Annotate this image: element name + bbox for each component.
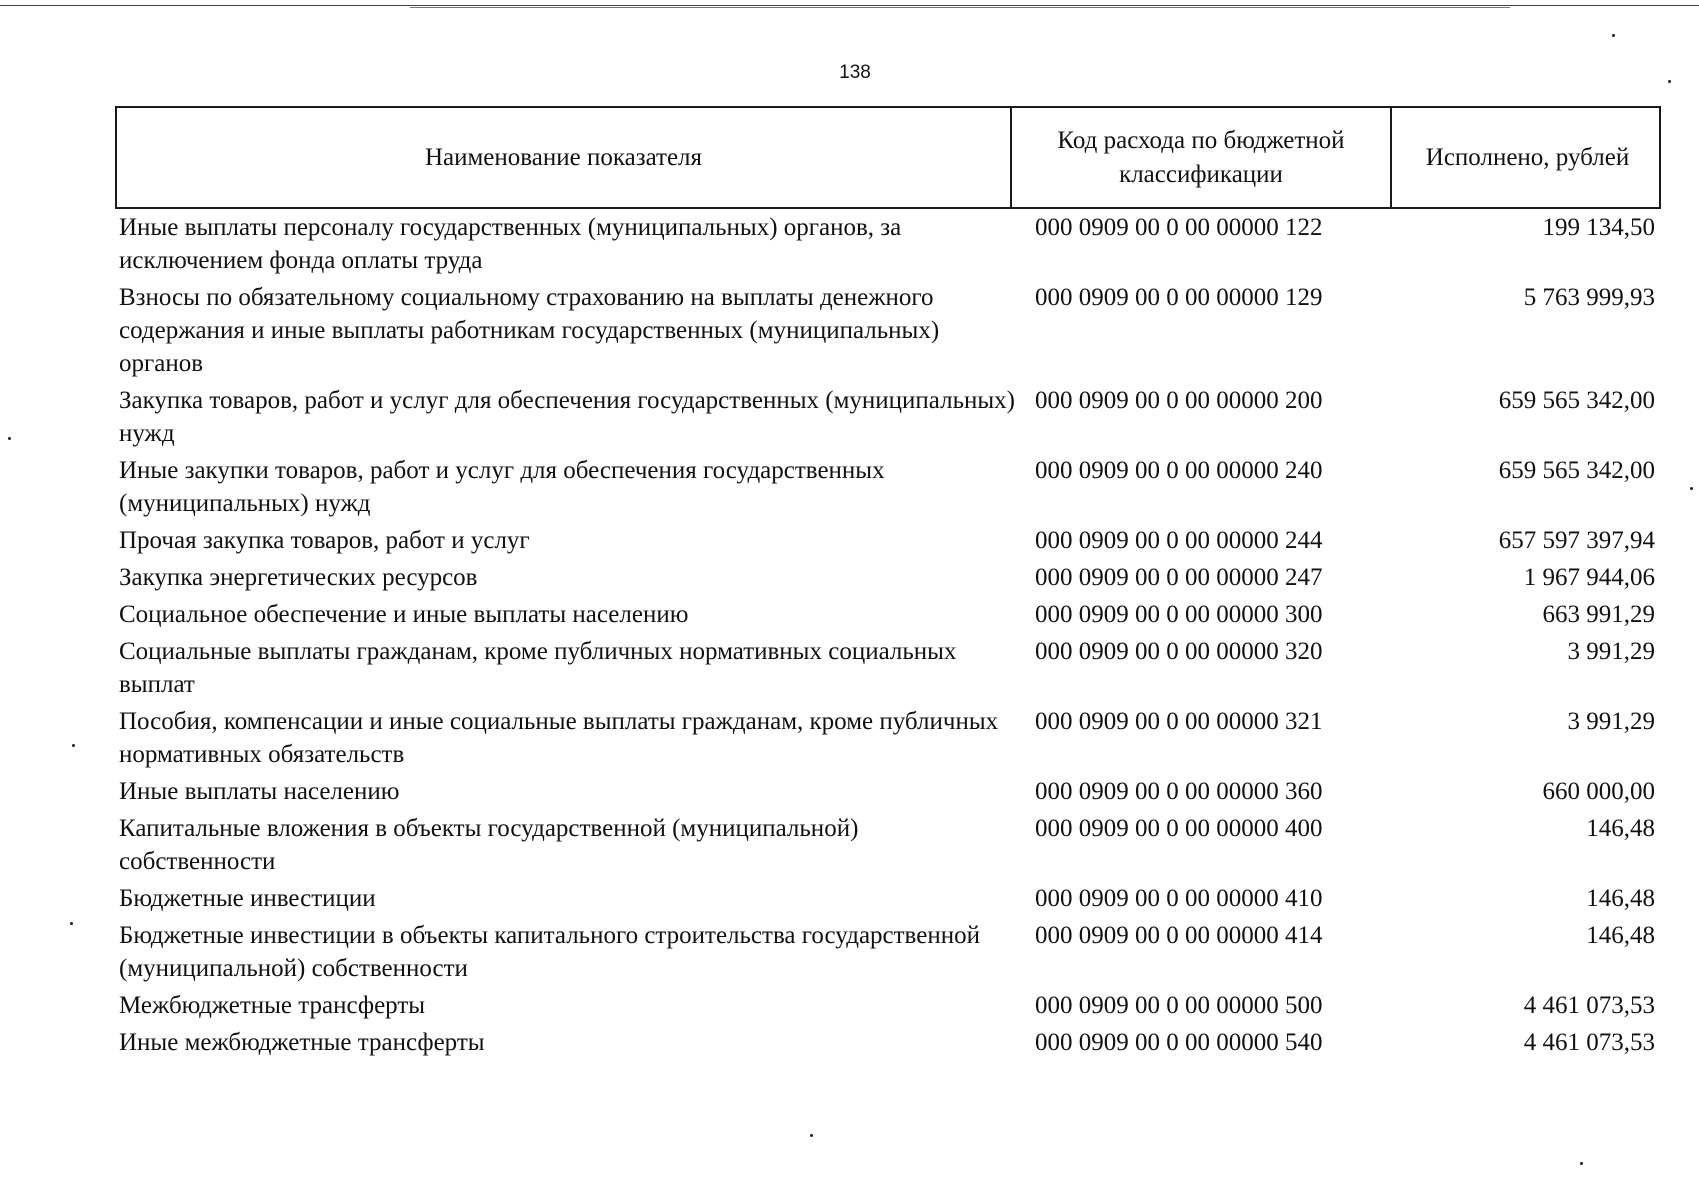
row-code: 000 0909 00 0 00 00000 320	[1035, 638, 1323, 665]
row-amount: 146,48	[1586, 885, 1655, 912]
row-amount: 5 763 999,93	[1523, 284, 1655, 311]
table-row	[115, 989, 1661, 1022]
row-code: 000 0909 00 0 00 00000 321	[1035, 708, 1323, 735]
row-amount: 3 991,29	[1567, 708, 1655, 735]
row-code: 000 0909 00 0 00 00000 300	[1035, 601, 1323, 628]
table-row	[115, 1026, 1661, 1059]
scan-speck	[1580, 1162, 1583, 1165]
row-amount: 663 991,29	[1542, 601, 1655, 628]
row-amount: 659 565 342,00	[1498, 387, 1655, 414]
row-amount: 4 461 073,53	[1523, 992, 1655, 1019]
table-header	[115, 106, 1661, 209]
row-name: Прочая закупка товаров, работ и услуг	[119, 527, 530, 554]
table-row	[115, 775, 1661, 808]
scan-speck	[72, 744, 75, 747]
header-amount: Исполнено, рублей	[1390, 108, 1663, 207]
table-body	[115, 211, 1661, 1063]
scan-speck	[1668, 80, 1671, 83]
scan-top-border	[0, 5, 1699, 6]
row-name: Закупка энергетических ресурсов	[119, 564, 478, 591]
row-code: 000 0909 00 0 00 00000 414	[1035, 922, 1323, 949]
row-code: 000 0909 00 0 00 00000 122	[1035, 214, 1323, 241]
row-code: 000 0909 00 0 00 00000 129	[1035, 284, 1323, 311]
row-amount: 199 134,50	[1542, 214, 1655, 241]
row-amount: 146,48	[1586, 922, 1655, 949]
table-row	[115, 882, 1661, 915]
row-name: Межбюджетные трансферты	[119, 992, 426, 1019]
row-code: 000 0909 00 0 00 00000 400	[1035, 815, 1323, 842]
row-code: 000 0909 00 0 00 00000 247	[1035, 564, 1323, 591]
table-row	[115, 384, 1661, 450]
row-amount: 4 461 073,53	[1523, 1029, 1655, 1056]
row-name: Иные выплаты персоналу государственных (муниципальных) органов, за исключением фонда оплаты труда	[119, 214, 902, 274]
table-row	[115, 561, 1661, 594]
table-row	[115, 812, 1661, 878]
scan-speck	[1690, 487, 1693, 490]
row-code: 000 0909 00 0 00 00000 500	[1035, 992, 1323, 1019]
row-code: 000 0909 00 0 00 00000 240	[1035, 457, 1323, 484]
table-row	[115, 598, 1661, 631]
table-row	[115, 919, 1661, 985]
table-row	[115, 211, 1661, 277]
row-name: Иные межбюджетные трансферты	[119, 1029, 485, 1056]
table-row	[115, 524, 1661, 557]
scan-speck	[8, 437, 11, 440]
scan-speck	[1612, 34, 1615, 37]
row-code: 000 0909 00 0 00 00000 410	[1035, 885, 1323, 912]
row-name: Иные выплаты населению	[119, 778, 400, 805]
table-row	[115, 705, 1661, 771]
row-code: 000 0909 00 0 00 00000 540	[1035, 1029, 1323, 1056]
scan-top-border-secondary	[410, 7, 1510, 8]
row-amount: 657 597 397,94	[1498, 527, 1655, 554]
scan-speck	[810, 1134, 813, 1137]
row-code: 000 0909 00 0 00 00000 360	[1035, 778, 1323, 805]
row-name: Взносы по обязательному социальному страхованию на выплаты денежного содержания и иные выплаты работникам государственных (муниципальных) органов	[119, 284, 940, 377]
table-row	[115, 281, 1661, 380]
row-name: Социальное обеспечение и иные выплаты населению	[119, 601, 689, 628]
header-name: Наименование показателя	[424, 143, 703, 171]
row-name: Иные закупки товаров, работ и услуг для обеспечения государственных (муниципальных) нужд	[119, 457, 885, 517]
row-name: Пособия, компенсации и иные социальные выплаты гражданам, кроме публичных нормативных обязательств	[119, 708, 999, 768]
row-name: Бюджетные инвестиции в объекты капитального строительства государственной (муниципальной) собственности	[119, 922, 980, 982]
table-row	[115, 635, 1661, 701]
row-amount: 3 991,29	[1567, 638, 1655, 665]
row-name: Бюджетные инвестиции	[119, 885, 376, 912]
table-row	[115, 454, 1661, 520]
row-amount: 1 967 944,06	[1523, 564, 1655, 591]
row-name: Социальные выплаты гражданам, кроме публичных нормативных социальных выплат	[119, 638, 957, 698]
scan-speck	[70, 922, 73, 925]
row-amount: 146,48	[1586, 815, 1655, 842]
header-code: Код расхода по бюджетной классификации	[1010, 108, 1390, 207]
page-number: 138	[839, 62, 871, 83]
row-name: Закупка товаров, работ и услуг для обеспечения государственных (муниципальных) нужд	[119, 387, 1015, 447]
row-amount: 659 565 342,00	[1498, 457, 1655, 484]
row-code: 000 0909 00 0 00 00000 200	[1035, 387, 1323, 414]
row-code: 000 0909 00 0 00 00000 244	[1035, 527, 1323, 554]
row-amount: 660 000,00	[1542, 778, 1655, 805]
row-name: Капитальные вложения в объекты государственной (муниципальной) собственности	[119, 815, 859, 875]
